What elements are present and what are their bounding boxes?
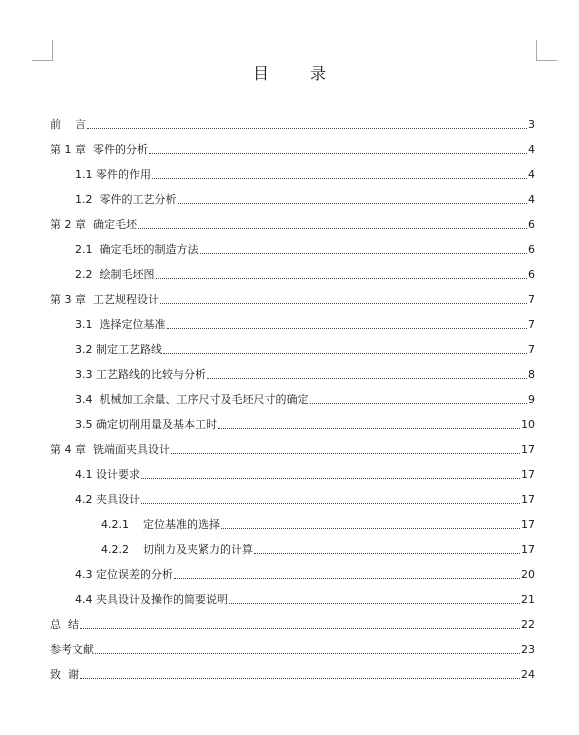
toc-entry[interactable] — [50, 162, 535, 182]
toc-entry-text: 4.2.2 切削力及夹紧力的计算 — [101, 543, 253, 556]
toc-entry-text: 2.2 绘制毛坯图 — [75, 268, 155, 281]
dot-leader — [207, 377, 527, 379]
toc-entry-text: 致 谢 — [50, 668, 79, 681]
toc-entry[interactable] — [50, 512, 535, 532]
toc-page-number: 4 — [528, 193, 535, 206]
dot-leader — [167, 327, 528, 329]
toc-page-number: 21 — [521, 593, 535, 606]
toc-entry-text: 4.1 设计要求 — [75, 468, 140, 481]
toc-title: 目 录 — [252, 64, 345, 83]
toc-page-number: 7 — [528, 293, 535, 306]
dot-leader — [171, 452, 520, 454]
toc-entry-text: 2.1 确定毛坯的制造方法 — [75, 243, 199, 256]
toc-entry-text: 第 4 章 铣端面夹具设计 — [50, 443, 170, 456]
toc-page-number: 17 — [521, 493, 535, 506]
toc-entry[interactable] — [50, 662, 535, 682]
toc-entry-text: 参考文献 — [50, 643, 94, 656]
toc-entry-text: 第 1 章 零件的分析 — [50, 143, 148, 156]
dot-leader — [163, 352, 527, 354]
toc-page-number: 4 — [528, 143, 535, 156]
dot-leader — [178, 202, 528, 204]
dot-leader — [80, 627, 520, 629]
toc-entry-text: 3.4 机械加工余量、工序尺寸及毛坯尺寸的确定 — [75, 393, 309, 406]
toc-page-number: 20 — [521, 568, 535, 581]
dot-leader — [221, 527, 520, 529]
toc-entry[interactable] — [50, 187, 535, 207]
dot-leader — [156, 277, 528, 279]
toc-entry-text: 第 3 章 工艺规程设计 — [50, 293, 159, 306]
toc-entry[interactable] — [50, 112, 535, 132]
toc-page-number: 8 — [528, 368, 535, 381]
dot-leader — [149, 152, 527, 154]
toc-entry-text: 1.1 零件的作用 — [75, 168, 151, 181]
dot-leader — [141, 502, 520, 504]
toc-entry[interactable] — [50, 237, 535, 257]
toc-page-number: 4 — [528, 168, 535, 181]
toc-page-number: 6 — [528, 268, 535, 281]
toc-page-number: 22 — [521, 618, 535, 631]
toc-entry-text: 4.4 夹具设计及操作的简要说明 — [75, 593, 228, 606]
dot-leader — [218, 427, 520, 429]
toc-entry[interactable] — [50, 137, 535, 157]
toc-entry-text: 1.2 零件的工艺分析 — [75, 193, 177, 206]
toc-page-number: 24 — [521, 668, 535, 681]
dot-leader — [310, 402, 528, 404]
toc-entry[interactable] — [50, 587, 535, 607]
toc-entry[interactable] — [50, 262, 535, 282]
toc-page-number: 9 — [528, 393, 535, 406]
toc-page-number: 7 — [528, 343, 535, 356]
dot-leader — [174, 577, 520, 579]
toc-page-number: 6 — [528, 243, 535, 256]
toc-page-number: 10 — [521, 418, 535, 431]
toc-entry-text: 4.2.1 定位基准的选择 — [101, 518, 220, 531]
toc-page-number: 17 — [521, 543, 535, 556]
toc-entry[interactable] — [50, 612, 535, 632]
toc-entry[interactable] — [50, 387, 535, 407]
toc-entry[interactable] — [50, 362, 535, 382]
toc-entry-text: 3.2 制定工艺路线 — [75, 343, 162, 356]
toc-entry[interactable] — [50, 312, 535, 332]
toc-entry-text: 3.1 选择定位基准 — [75, 318, 166, 331]
toc-entry[interactable] — [50, 562, 535, 582]
toc-entry[interactable] — [50, 462, 535, 482]
toc-entry-text: 前 言 — [50, 118, 86, 131]
toc-page-number: 7 — [528, 318, 535, 331]
dot-leader — [95, 652, 520, 654]
toc-page-number: 17 — [521, 468, 535, 481]
toc-entry[interactable] — [50, 637, 535, 657]
dot-leader — [160, 302, 527, 304]
toc-entry-text: 第 2 章 确定毛坯 — [50, 218, 137, 231]
dot-leader — [200, 252, 528, 254]
toc-entry-text: 总 结 — [50, 618, 79, 631]
margin-corner-mark-top-left — [32, 40, 53, 61]
dot-leader — [229, 602, 520, 604]
toc-entry[interactable] — [50, 412, 535, 432]
toc-entry[interactable] — [50, 487, 535, 507]
toc-entry[interactable] — [50, 287, 535, 307]
dot-leader — [80, 677, 520, 679]
toc-entry-text: 3.3 工艺路线的比较与分析 — [75, 368, 206, 381]
dot-leader — [138, 227, 527, 229]
dot-leader — [152, 177, 527, 179]
toc-page-number: 3 — [528, 118, 535, 131]
toc-page-number: 17 — [521, 443, 535, 456]
toc-entry-text: 4.3 定位误差的分析 — [75, 568, 173, 581]
toc-page-number: 17 — [521, 518, 535, 531]
toc-entry-text: 4.2 夹具设计 — [75, 493, 140, 506]
toc-page-number: 6 — [528, 218, 535, 231]
toc-entry[interactable] — [50, 212, 535, 232]
toc-entry[interactable] — [50, 437, 535, 457]
dot-leader — [254, 552, 520, 554]
toc-entry[interactable] — [50, 337, 535, 357]
margin-corner-mark-top-right — [536, 40, 557, 61]
dot-leader — [87, 127, 527, 129]
toc-page-number: 23 — [521, 643, 535, 656]
toc-entry[interactable] — [50, 537, 535, 557]
toc-entry-text: 3.5 确定切削用量及基本工时 — [75, 418, 217, 431]
dot-leader — [141, 477, 520, 479]
